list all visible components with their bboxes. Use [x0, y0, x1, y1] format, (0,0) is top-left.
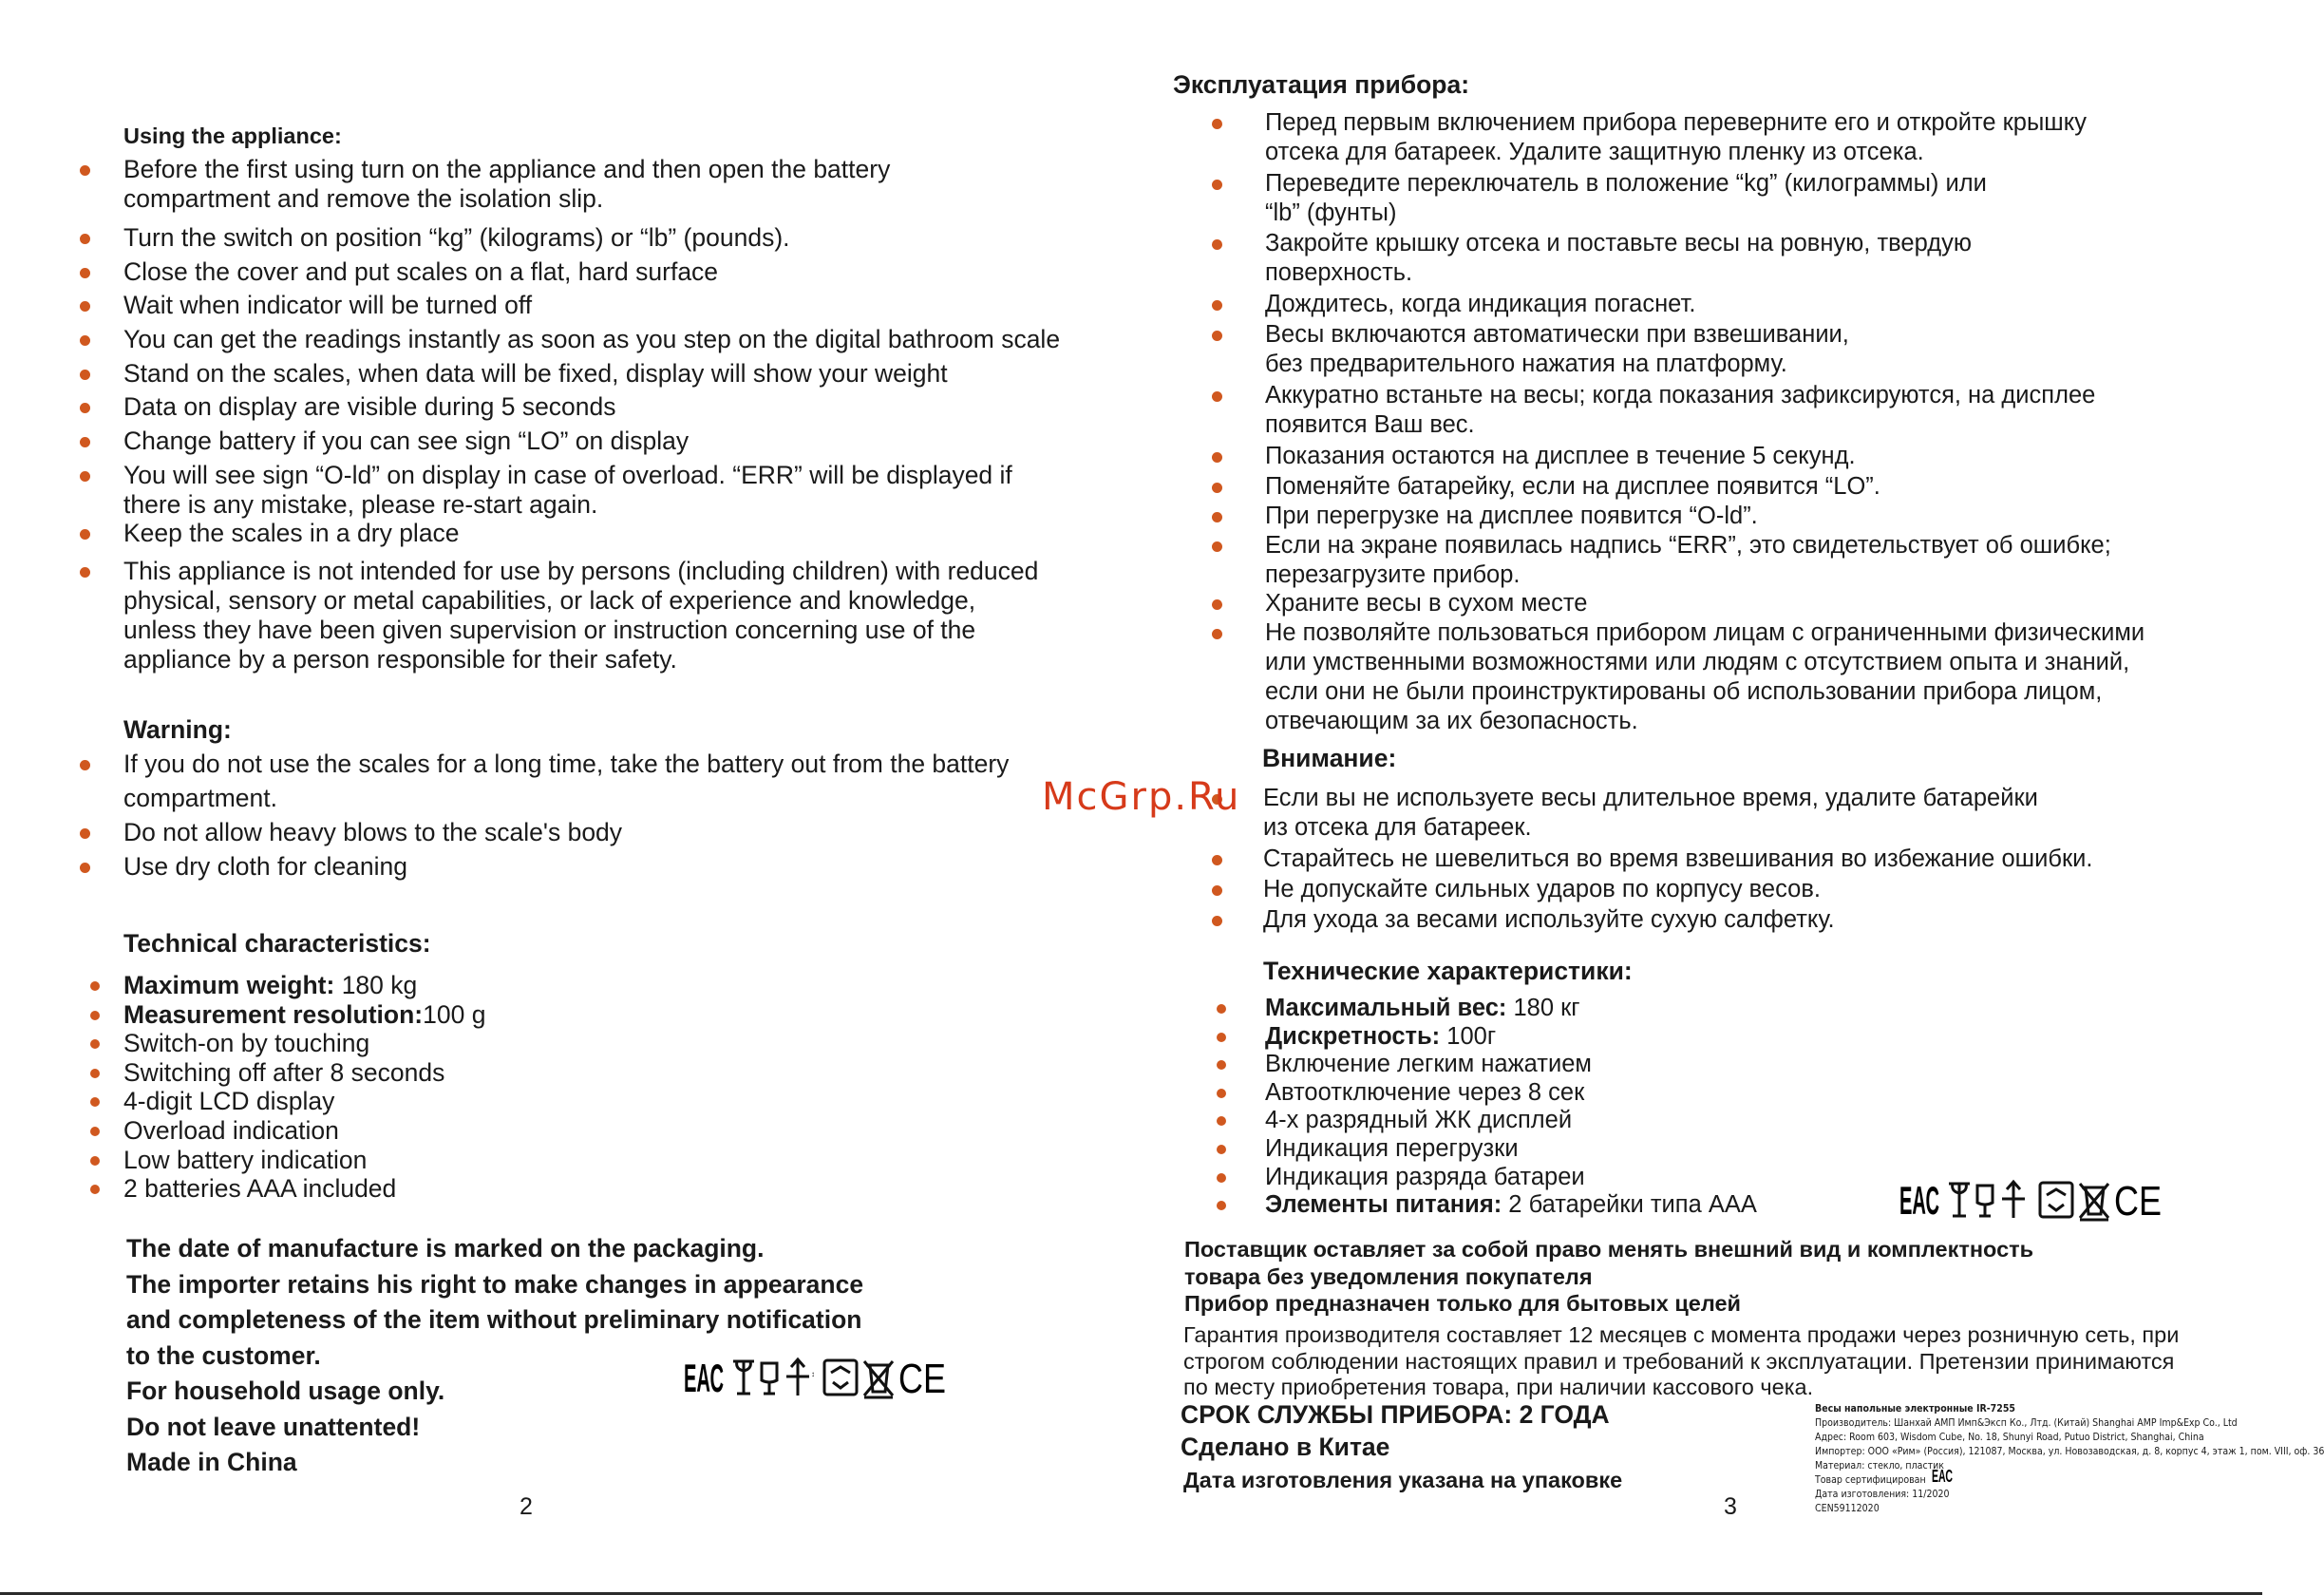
using-item-text: physical, sensory or metal capabilities, or lack of experience and knowledge, [123, 586, 976, 615]
using-item-text: You can get the readings instantly as soon as you step on the digital bathroom scale [123, 325, 1061, 353]
bullet-icon [80, 403, 90, 413]
tech-item-value: Switching off after 8 seconds [123, 1057, 445, 1087]
warning-item-text-ru: из отсека для батареек. [1263, 814, 1532, 841]
note-line: The importer retains his right to make changes in appearance [126, 1269, 864, 1299]
bullet-icon [1212, 885, 1222, 896]
warning-item-text: Do not allow heavy blows to the scale's body [123, 818, 623, 846]
tech-item [123, 1116, 339, 1146]
tech-item-label-ru: Максимальный вес: [1265, 995, 1507, 1021]
fragile-glass-icon [1949, 1184, 1970, 1216]
date-note-ru: Дата изготовления указана на упаковке [1183, 1468, 1623, 1492]
supplier-line: Прибор предназначен только для бытовых целей [1184, 1291, 1741, 1316]
tech-item-value-ru: 100г [1440, 1022, 1497, 1050]
bullet-icon [80, 234, 90, 244]
using-item-text-ru: если они не были проинструктированы об использовании прибора лицом, [1265, 678, 2103, 705]
using-item-text-ru: Весы включаются автоматически при взвешивании, [1265, 321, 1849, 348]
section-title-tech: Technical characteristics: [123, 929, 431, 958]
bullet-icon [80, 828, 90, 839]
using-item-text: This appliance is not intended for use by persons (including children) with reduced [123, 557, 1039, 585]
bullet-icon [80, 567, 90, 578]
using-item-text-ru: Храните весы в сухом месте [1265, 590, 1588, 617]
tech-item-ru [1265, 1134, 1519, 1164]
using-item-text-ru: отвечающим за их безопасность. [1265, 708, 1638, 734]
using-item-text-ru: отсека для батареек. Удалите защитную пленку из отсека. [1265, 139, 1924, 165]
bullet-icon [90, 1156, 100, 1166]
tech-item [123, 971, 417, 1000]
bullet-icon [1212, 541, 1222, 552]
page-number-left: 2 [520, 1493, 533, 1520]
this-side-up-icon [786, 1359, 815, 1396]
ce-mark-icon [2114, 1178, 2162, 1225]
eac-small-text: ЕАС [1932, 1467, 1953, 1486]
tech-item-label: Measurement resolution: [123, 999, 424, 1029]
bullet-icon [1217, 1033, 1226, 1042]
tech-item-value-ru: 180 кг [1506, 995, 1580, 1021]
supplier-line: Поставщик оставляет за собой право менять внешний вид и комплектность [1184, 1237, 2034, 1262]
bullet-icon [1212, 391, 1222, 402]
bullet-icon [1212, 629, 1222, 639]
using-item-text: You will see sign “O-ld” on display in case of overload. “ERR” will be displayed if [123, 461, 1012, 489]
bullet-icon [1212, 239, 1222, 250]
using-item-text: compartment and remove the isolation slip. [123, 184, 604, 213]
using-item-text-ru: Поменяйте батарейку, если на дисплее появится “LO”. [1265, 473, 1880, 500]
eac-mark-icon [684, 1356, 724, 1400]
using-item-text-ru: Перед первым включением прибора переверните его и откройте крышку [1265, 109, 2087, 136]
bullet-icon [80, 437, 90, 447]
this-side-up-icon [2002, 1182, 2025, 1218]
using-item-text-ru: Не позволяйте пользоваться прибором лицам с ограниченными физическими [1265, 619, 2145, 646]
warning-item-text-ru: Не допускайте сильных ударов по корпусу весов. [1263, 876, 1821, 902]
bullet-icon [90, 1039, 100, 1049]
using-item-text-ru: Закройте крышку отсека и поставьте весы на ровную, твердую [1265, 230, 1972, 256]
watermark: McGrp.Ru [1042, 775, 1241, 819]
fragile-glass-icon [733, 1361, 754, 1394]
warning-item-text-ru: Старайтесь не шевелиться во время взвешивания во избежание ошибки. [1263, 845, 2093, 872]
weee-bin-crossed-icon [864, 1361, 893, 1397]
tech-item-ru [1265, 1106, 1572, 1135]
tech-item-value-ru: 2 батарейки типа ААА [1502, 1191, 1757, 1219]
bullet-icon [80, 301, 90, 312]
product-info-line: Весы напольные электронные IR-7255 [1815, 1403, 2015, 1415]
using-item-text-ru: или умственными возможностями или людям с отсутствием опыта и знаний, [1265, 649, 2130, 675]
tech-item-value-ru: Индикация разряда батареи [1265, 1163, 1585, 1190]
bullet-icon [1217, 1173, 1226, 1183]
tech-item-ru [1265, 994, 1580, 1023]
bullet-icon [80, 165, 90, 176]
ce-mark-text: CE [898, 1356, 946, 1402]
supplier-line: товара без уведомления покупателя [1184, 1263, 1593, 1289]
using-item-text-ru: “lb” (фунты) [1265, 199, 1397, 226]
keep-dry-umbrella-icon [1977, 1186, 1993, 1216]
bullet-icon [80, 268, 90, 278]
note-line: Do not leave unattented! [126, 1412, 421, 1441]
using-item-text-ru: Переведите переключатель в положение “kg” (килограммы) или [1265, 170, 1987, 197]
using-item-text: there is any mistake, please re-start again. [123, 490, 598, 519]
using-item-text-ru: При перегрузке на дисплее появится “O-ld”. [1265, 503, 1758, 529]
tech-item [123, 1000, 485, 1030]
bullet-icon [1212, 119, 1222, 129]
bullet-icon [1212, 483, 1222, 493]
using-item-text: Keep the scales in a dry place [123, 519, 460, 547]
note-line: For household usage only. [126, 1377, 445, 1405]
tech-item [123, 1058, 444, 1088]
using-item-text: Wait when indicator will be turned off [123, 291, 533, 319]
service-life: СРОК СЛУЖБЫ ПРИБОРА: 2 ГОДА [1181, 1400, 1610, 1429]
bullet-icon [80, 760, 90, 770]
tech-item-value-ru: 4-х разрядный ЖК дисплей [1265, 1107, 1573, 1134]
bullet-icon [90, 1011, 100, 1020]
using-item-text-ru: Если на экране появилась надпись “ERR”, это свидетельствует об ошибке; [1265, 532, 2111, 559]
bullet-icon [1212, 331, 1222, 341]
tech-item [123, 1029, 369, 1058]
using-item-text: Before the first using turn on the appliance and then open the battery [123, 155, 891, 183]
warranty-line: по месту приобретения товара, при наличии кассового чека. [1183, 1375, 1814, 1399]
page-number-right: 3 [1724, 1493, 1737, 1520]
tech-item-ru [1265, 1022, 1496, 1052]
eac-mark-text: ЕАС [684, 1356, 724, 1400]
tech-item-value-ru: Индикация перегрузки [1265, 1135, 1519, 1162]
tech-item-value: Overload indication [123, 1116, 339, 1145]
using-item-text-ru: Дождитесь, когда индикация погаснет. [1265, 291, 1696, 317]
bullet-icon [90, 1127, 100, 1136]
tech-item-label-ru: Дискретность: [1265, 1022, 1441, 1050]
tech-item-value-ru: Автоотключение через 8 сек [1265, 1078, 1585, 1106]
bullet-icon [80, 335, 90, 346]
bullet-icon [1217, 1201, 1226, 1210]
tech-item-value-ru: Включение легким нажатием [1265, 1051, 1592, 1078]
certification-marks-left [684, 1354, 978, 1401]
using-item-text: Stand on the scales, when data will be fixed, display will show your weight [123, 359, 948, 388]
tech-item-label: Maximum weight: [123, 971, 335, 999]
using-item-text: Turn the switch on position “kg” (kilograms) or “lb” (pounds). [123, 223, 790, 252]
tech-item-ru [1265, 1050, 1592, 1079]
bullet-icon [80, 863, 90, 873]
using-item-text: unless they have been given supervision or instruction concerning use of the [123, 616, 976, 644]
product-info-line: Дата изготовления: 11/2020 [1815, 1489, 1950, 1500]
bullet-icon [1217, 1145, 1226, 1154]
product-info-line: CEN59112020 [1815, 1503, 1880, 1514]
bullet-icon [90, 1185, 100, 1194]
using-item-text-ru: Аккуратно встаньте на весы; когда показания зафиксируются, на дисплее [1265, 382, 2096, 408]
eac-mark-icon [1899, 1178, 1939, 1223]
made-in-ru: Сделано в Китае [1181, 1433, 1390, 1461]
warning-item-text-ru: Для ухода за весами используйте сухую салфетку. [1263, 906, 1835, 933]
tech-item-value: 180 kg [334, 971, 418, 999]
bullet-icon [80, 529, 90, 540]
using-item-text: appliance by a person responsible for their safety. [123, 645, 677, 674]
bullet-icon [1212, 300, 1222, 311]
warning-item-text: If you do not use the scales for a long time, take the battery out from the battery [123, 750, 1010, 778]
bullet-icon [80, 370, 90, 380]
bullet-icon [1212, 855, 1222, 865]
tech-item-value: 100 g [423, 999, 486, 1029]
tech-item-value: Low battery indication [123, 1145, 368, 1174]
section-title-warning-ru: Внимание: [1262, 744, 1397, 772]
bullet-icon [90, 1069, 100, 1078]
weee-bin-crossed-icon [2080, 1184, 2108, 1220]
tech-item-ru [1265, 1078, 1584, 1108]
ce-mark-text: CE [2114, 1178, 2162, 1225]
bullet-icon [1212, 916, 1222, 926]
using-item-text-ru: без предварительного нажатия на платформу. [1265, 351, 1787, 377]
warranty-line: строгом соблюдении настоящих правил и требований к эксплуатации. Претензии принимаются [1183, 1348, 2175, 1374]
using-item-text: Change battery if you can see sign “LO” on display [123, 427, 690, 455]
section-title-using: Using the appliance: [123, 123, 342, 148]
tech-item-value: 4-digit LCD display [123, 1087, 335, 1116]
ce-mark-icon [898, 1356, 946, 1402]
using-item-text-ru: поверхность. [1265, 259, 1413, 286]
tech-item-value: 2 batteries AAA included [123, 1174, 397, 1204]
bullet-icon [1217, 1116, 1226, 1126]
product-info-line: Адрес: Room 603, Wisdom Cube, No. 18, Shunyi Road, Putuo District, Shanghai, China [1815, 1432, 2204, 1443]
bullet-icon [90, 1097, 100, 1107]
tech-item-ru [1265, 1163, 1585, 1192]
using-item-text-ru: появится Ваш вес. [1265, 411, 1475, 438]
bullet-icon [80, 471, 90, 482]
using-item-text-ru: перезагрузите прибор. [1265, 561, 1521, 588]
product-info-line: Материал: стекло, пластик [1815, 1460, 1944, 1472]
tech-item [123, 1174, 396, 1204]
bullet-icon [1212, 512, 1222, 522]
bullet-icon [1212, 599, 1222, 610]
tech-item [123, 1087, 334, 1116]
section-title-using-ru: Эксплуатация прибора: [1173, 70, 1470, 99]
page-right [1131, 0, 2324, 1595]
eac-small-icon [1932, 1466, 1955, 1485]
warranty-line: Гарантия производителя составляет 12 месяцев с момента продажи через розничную сеть, при [1183, 1322, 2180, 1347]
svg-text:↕: ↕ [811, 1370, 815, 1378]
bullet-icon [1212, 180, 1222, 190]
keep-dry-umbrella-icon [762, 1363, 777, 1394]
product-info-line: Товар сертифицирован [1815, 1474, 1926, 1486]
product-info-box [1815, 1402, 2324, 1516]
note-line: and completeness of the item without preliminary notification [126, 1305, 862, 1334]
bullet-icon [1217, 1060, 1226, 1070]
warning-item-text: compartment. [123, 784, 278, 812]
using-item-text-ru: Показания остаются на дисплее в течение 5 секунд. [1265, 443, 1856, 469]
tech-item-ru [1265, 1190, 1757, 1220]
tech-item-value: Switch-on by touching [123, 1029, 370, 1058]
tech-item-label-ru: Элементы питания: [1265, 1191, 1502, 1219]
note-line: Made in China [126, 1448, 297, 1476]
section-title-warning: Warning: [123, 715, 232, 744]
recycle-box-icon [824, 1360, 857, 1395]
product-info-line: Производитель: Шанхай АМП Имп&Эксп Ко., Лтд. (Китай) Shanghai AMP Imp&Exp Co., Ltd [1815, 1417, 2238, 1429]
using-item-text: Data on display are visible during 5 seconds [123, 392, 616, 421]
bullet-icon [1217, 1004, 1226, 1014]
using-item-text: Close the cover and put scales on a flat, hard surface [123, 257, 719, 286]
tech-item [123, 1146, 367, 1175]
recycle-box-icon [2040, 1183, 2072, 1217]
warning-item-text: Use dry cloth for cleaning [123, 852, 408, 881]
bullet-icon [1212, 452, 1222, 463]
eac-mark-text: ЕАС [1899, 1178, 1939, 1223]
section-title-tech-ru: Технические характеристики: [1263, 957, 1633, 985]
warning-item-text-ru: Если вы не используете весы длительное время, удалите батарейки [1263, 785, 2038, 811]
note-line: to the customer. [126, 1340, 321, 1370]
certification-marks-right [1899, 1176, 2194, 1224]
product-info-line: Импортер: ООО «Рим» (Россия), 121087, Москва, ул. Новозаводская, д. 8, корпус 4, этаж 1, пом. VIII, оф. 36 [1815, 1446, 2324, 1457]
note-line: The date of manufacture is marked on the packaging. [126, 1234, 765, 1263]
bullet-icon [90, 981, 100, 991]
bullet-icon [1217, 1089, 1226, 1098]
